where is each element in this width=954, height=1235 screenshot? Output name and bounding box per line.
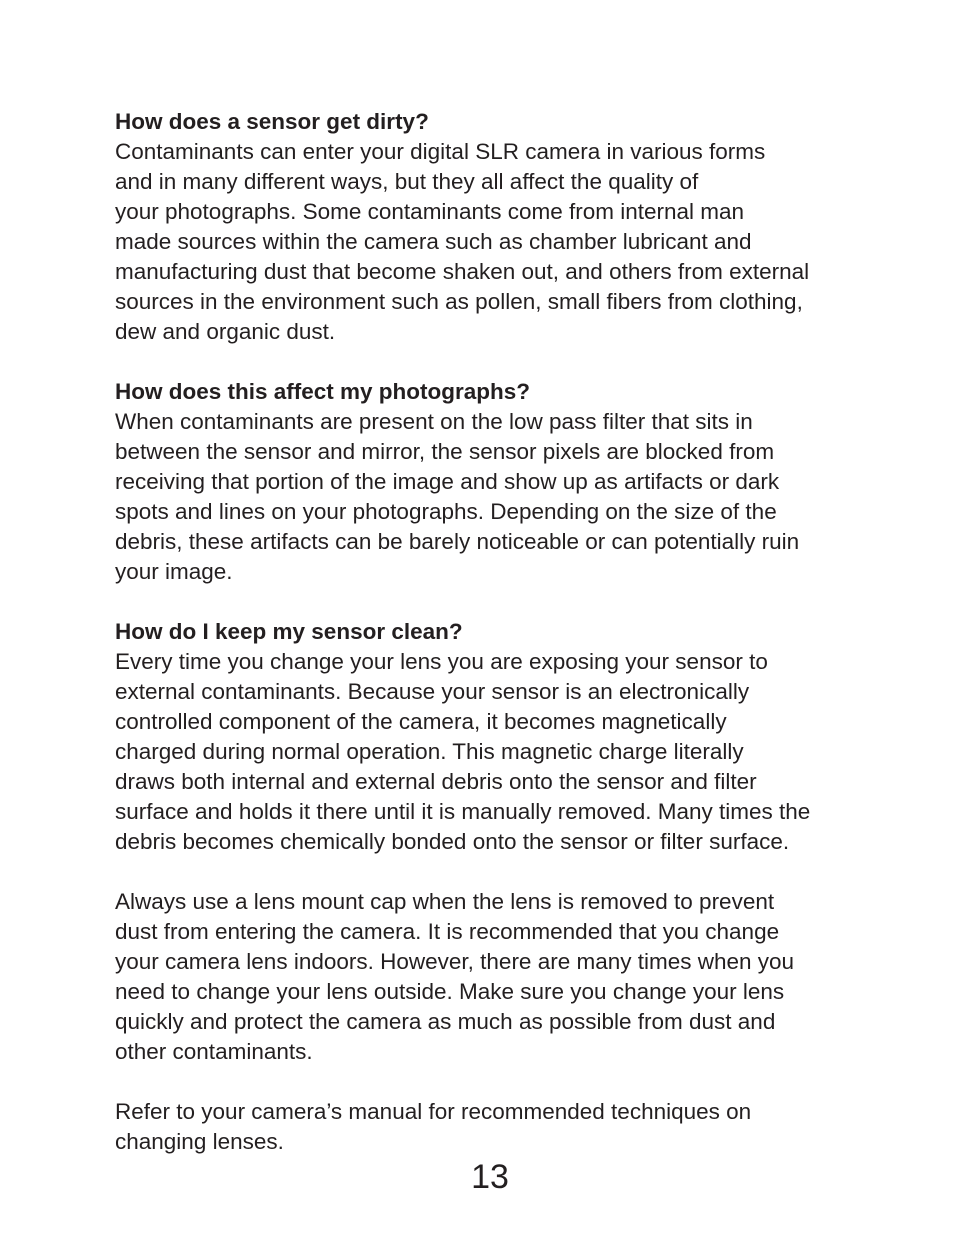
section-affect-photographs (115, 377, 855, 587)
body-line: between the sensor and mirror, the sensor pixels are blocked from (115, 439, 775, 464)
section-dirty-sensor (115, 107, 855, 347)
body-line: quickly and protect the camera as much as possible from dust and (115, 1009, 776, 1034)
body-line: your image. (115, 559, 233, 584)
body-line: surface and holds it there until it is manually removed. Many times the (115, 799, 811, 824)
body-line: external contaminants. Because your sensor is an electronically (115, 679, 750, 704)
paragraph-gap (115, 1067, 855, 1097)
body-line: charged during normal operation. This magnetic charge literally (115, 739, 744, 764)
section-heading: How does a sensor get dirty? (115, 109, 429, 134)
body-line: Refer to your camera’s manual for recommended techniques on (115, 1099, 752, 1124)
document-body (115, 107, 855, 1157)
body-line: your photographs. Some contaminants come from internal man (115, 199, 745, 224)
body-line: need to change your lens outside. Make sure you change your lens (115, 979, 785, 1004)
body-line: Contaminants can enter your digital SLR camera in various forms (115, 139, 766, 164)
body-line: dust from entering the camera. It is recommended that you change (115, 919, 780, 944)
body-line: controlled component of the camera, it becomes magnetically (115, 709, 727, 734)
paragraph-refer-manual (115, 1097, 855, 1157)
body-line: made sources within the camera such as chamber lubricant and (115, 229, 752, 254)
body-line: your camera lens indoors. However, there are many times when you (115, 949, 795, 974)
body-line: changing lenses. (115, 1129, 284, 1154)
body-line: draws both internal and external debris onto the sensor and filter (115, 769, 757, 794)
body-line: Every time you change your lens you are exposing your sensor to (115, 649, 768, 674)
section-keep-clean (115, 617, 855, 857)
paragraph-gap (115, 347, 855, 377)
body-line: sources in the environment such as pollen, small fibers from clothing, (115, 289, 803, 314)
paragraph-gap (115, 587, 855, 617)
body-line: debris becomes chemically bonded onto the sensor or filter surface. (115, 829, 790, 854)
section-heading: How does this affect my photographs? (115, 379, 531, 404)
paragraph-gap (115, 857, 855, 887)
section-heading: How do I keep my sensor clean? (115, 619, 463, 644)
paragraph-lens-mount-cap (115, 887, 855, 1067)
body-line: other contaminants. (115, 1039, 313, 1064)
body-line: receiving that portion of the image and show up as artifacts or dark (115, 469, 780, 494)
page-number: 13 (471, 1158, 509, 1196)
body-line: debris, these artifacts can be barely noticeable or can potentially ruin (115, 529, 800, 554)
body-line: spots and lines on your photographs. Depending on the size of the (115, 499, 777, 524)
body-line: dew and organic dust. (115, 319, 336, 344)
body-line: and in many different ways, but they all affect the quality of (115, 169, 699, 194)
body-line: When contaminants are present on the low pass filter that sits in (115, 409, 753, 434)
body-line: manufacturing dust that become shaken out, and others from external (115, 259, 810, 284)
body-line: Always use a lens mount cap when the lens is removed to prevent (115, 889, 775, 914)
